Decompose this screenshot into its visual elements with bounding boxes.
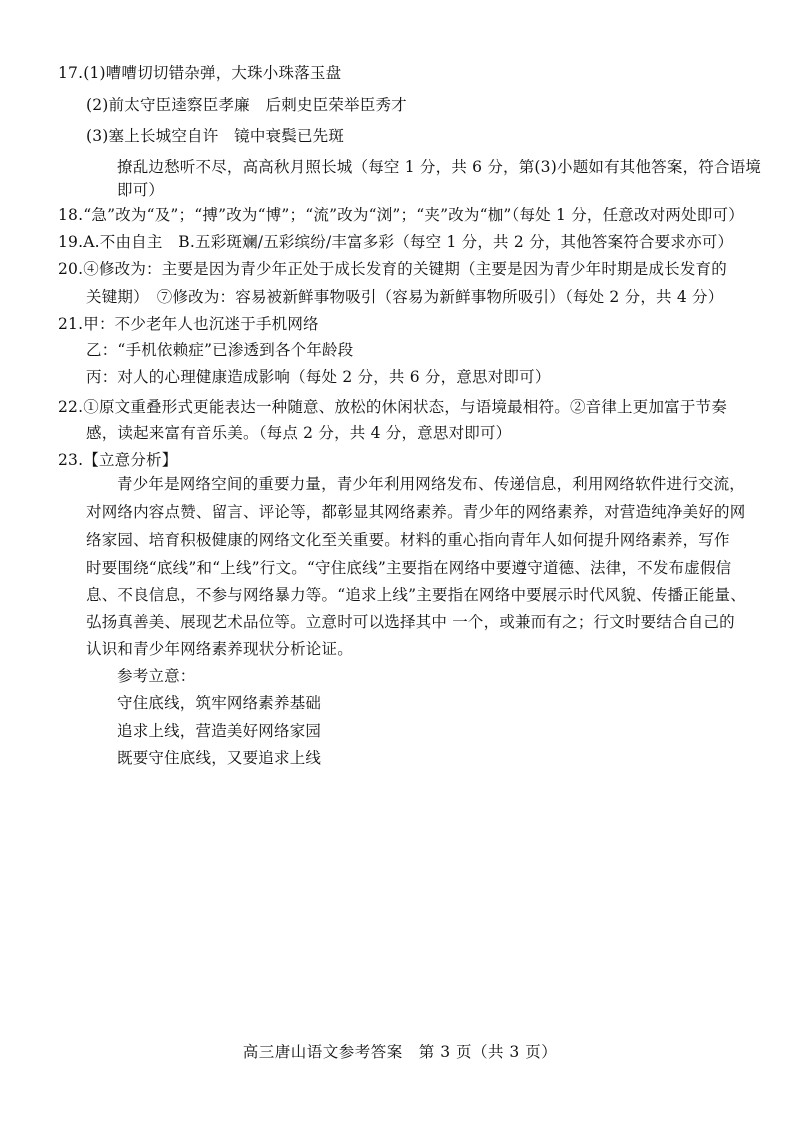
q22-line-2: 感，读起来富有音乐美。（每点 2 分，共 4 分，意思对即可） — [86, 424, 512, 442]
q22-line-1: 22.①原文重叠形式更能表达一种随意、放松的休闲状态，与语境最相符。②音律上更加富于节奏 — [58, 398, 727, 416]
q23-paragraph-line-3: 络家园、培育积极健康的网络文化至关重要。材料的重心指向青年人如何提升网络素养，写作 — [86, 531, 730, 549]
q17-line-4: 撩乱边愁听不尽，高高秋月照长城（每空 1 分，共 6 分，第(3)小题如有其他答案，符合语境 — [117, 158, 762, 176]
page-footer: 高三唐山语文参考答案 第 3 页（共 3 页） — [242, 1043, 558, 1061]
q17-line-2: (2)前太守臣逵察臣孝廉 后刺史臣荣举臣秀才 — [86, 96, 407, 114]
q21-line-2: 乙：“手机依赖症”已渗透到各个年龄段 — [86, 341, 354, 359]
q23-paragraph-line-4: 时要围绕“底线”和“上线”行文。“守住底线”主要指在网络中要遵守道德、法律，不发布虚假信 — [86, 559, 732, 577]
q23-reference-1: 守住底线，筑牢网络素养基础 — [117, 694, 322, 712]
q23-paragraph-line-6: 弘扬真善美、展现艺术品位等。立意时可以选择其中 一个，或兼而有之；行文时要结合自己的 — [86, 613, 735, 631]
q23-paragraph-line-5: 息、不良信息，不参与网络暴力等。“追求上线”主要指在网络中要展示时代风貌、传播正能量、 — [86, 586, 746, 604]
q20-line-2: 关键期） ⑦修改为：容易被新鲜事物吸引（容易为新鲜事物所吸引）（每处 2 分，共 4 分） — [86, 288, 724, 306]
q23-reference-2: 追求上线，营造美好网络家园 — [117, 722, 322, 740]
q23-reference-3: 既要守住底线，又要追求上线 — [117, 749, 322, 767]
q23-heading: 23.【立意分析】 — [58, 451, 178, 469]
q17-line-5: 即可） — [117, 181, 165, 199]
q18-line-1: 18.“急”改为“及”；“搏”改为“博”；“流”改为“浏”；“夹”改为“枷”（每处 1 分，任意改对两处即可） — [58, 206, 744, 224]
q20-line-1: 20.④修改为：主要是因为青少年正处于成长发育的关键期（主要是因为青少年时期是成长发育的 — [58, 260, 727, 278]
q23-reference-title: 参考立意： — [117, 667, 196, 685]
q17-line-1: 17.(1)嘈嘈切切错杂弹，大珠小珠落玉盘 — [58, 64, 342, 82]
q19-line-1: 19.A.不由自主 B.五彩斑斓/五彩缤纷/丰富多彩（每空 1 分，共 2 分，其他答案符合要求亦可） — [58, 233, 734, 251]
q21-line-1: 21.甲：不少老年人也沉迷于手机网络 — [58, 315, 319, 333]
q23-paragraph-line-1: 青少年是网络空间的重要力量，青少年利用网络发布、传递信息，利用网络软件进行交流， — [117, 475, 746, 493]
q17-line-3: (3)塞上长城空自许 镜中衰鬓已先斑 — [86, 127, 345, 145]
q21-line-3: 丙：对人的心理健康造成影响（每处 2 分，共 6 分，意思对即可） — [86, 368, 551, 386]
q23-paragraph-line-2: 对网络内容点赞、留言、评论等，都彰显其网络素养。青少年的网络素养，对营造纯净美好的网 — [86, 503, 746, 521]
q23-paragraph-line-7: 认识和青少年网络素养现状分析论证。 — [86, 640, 353, 658]
